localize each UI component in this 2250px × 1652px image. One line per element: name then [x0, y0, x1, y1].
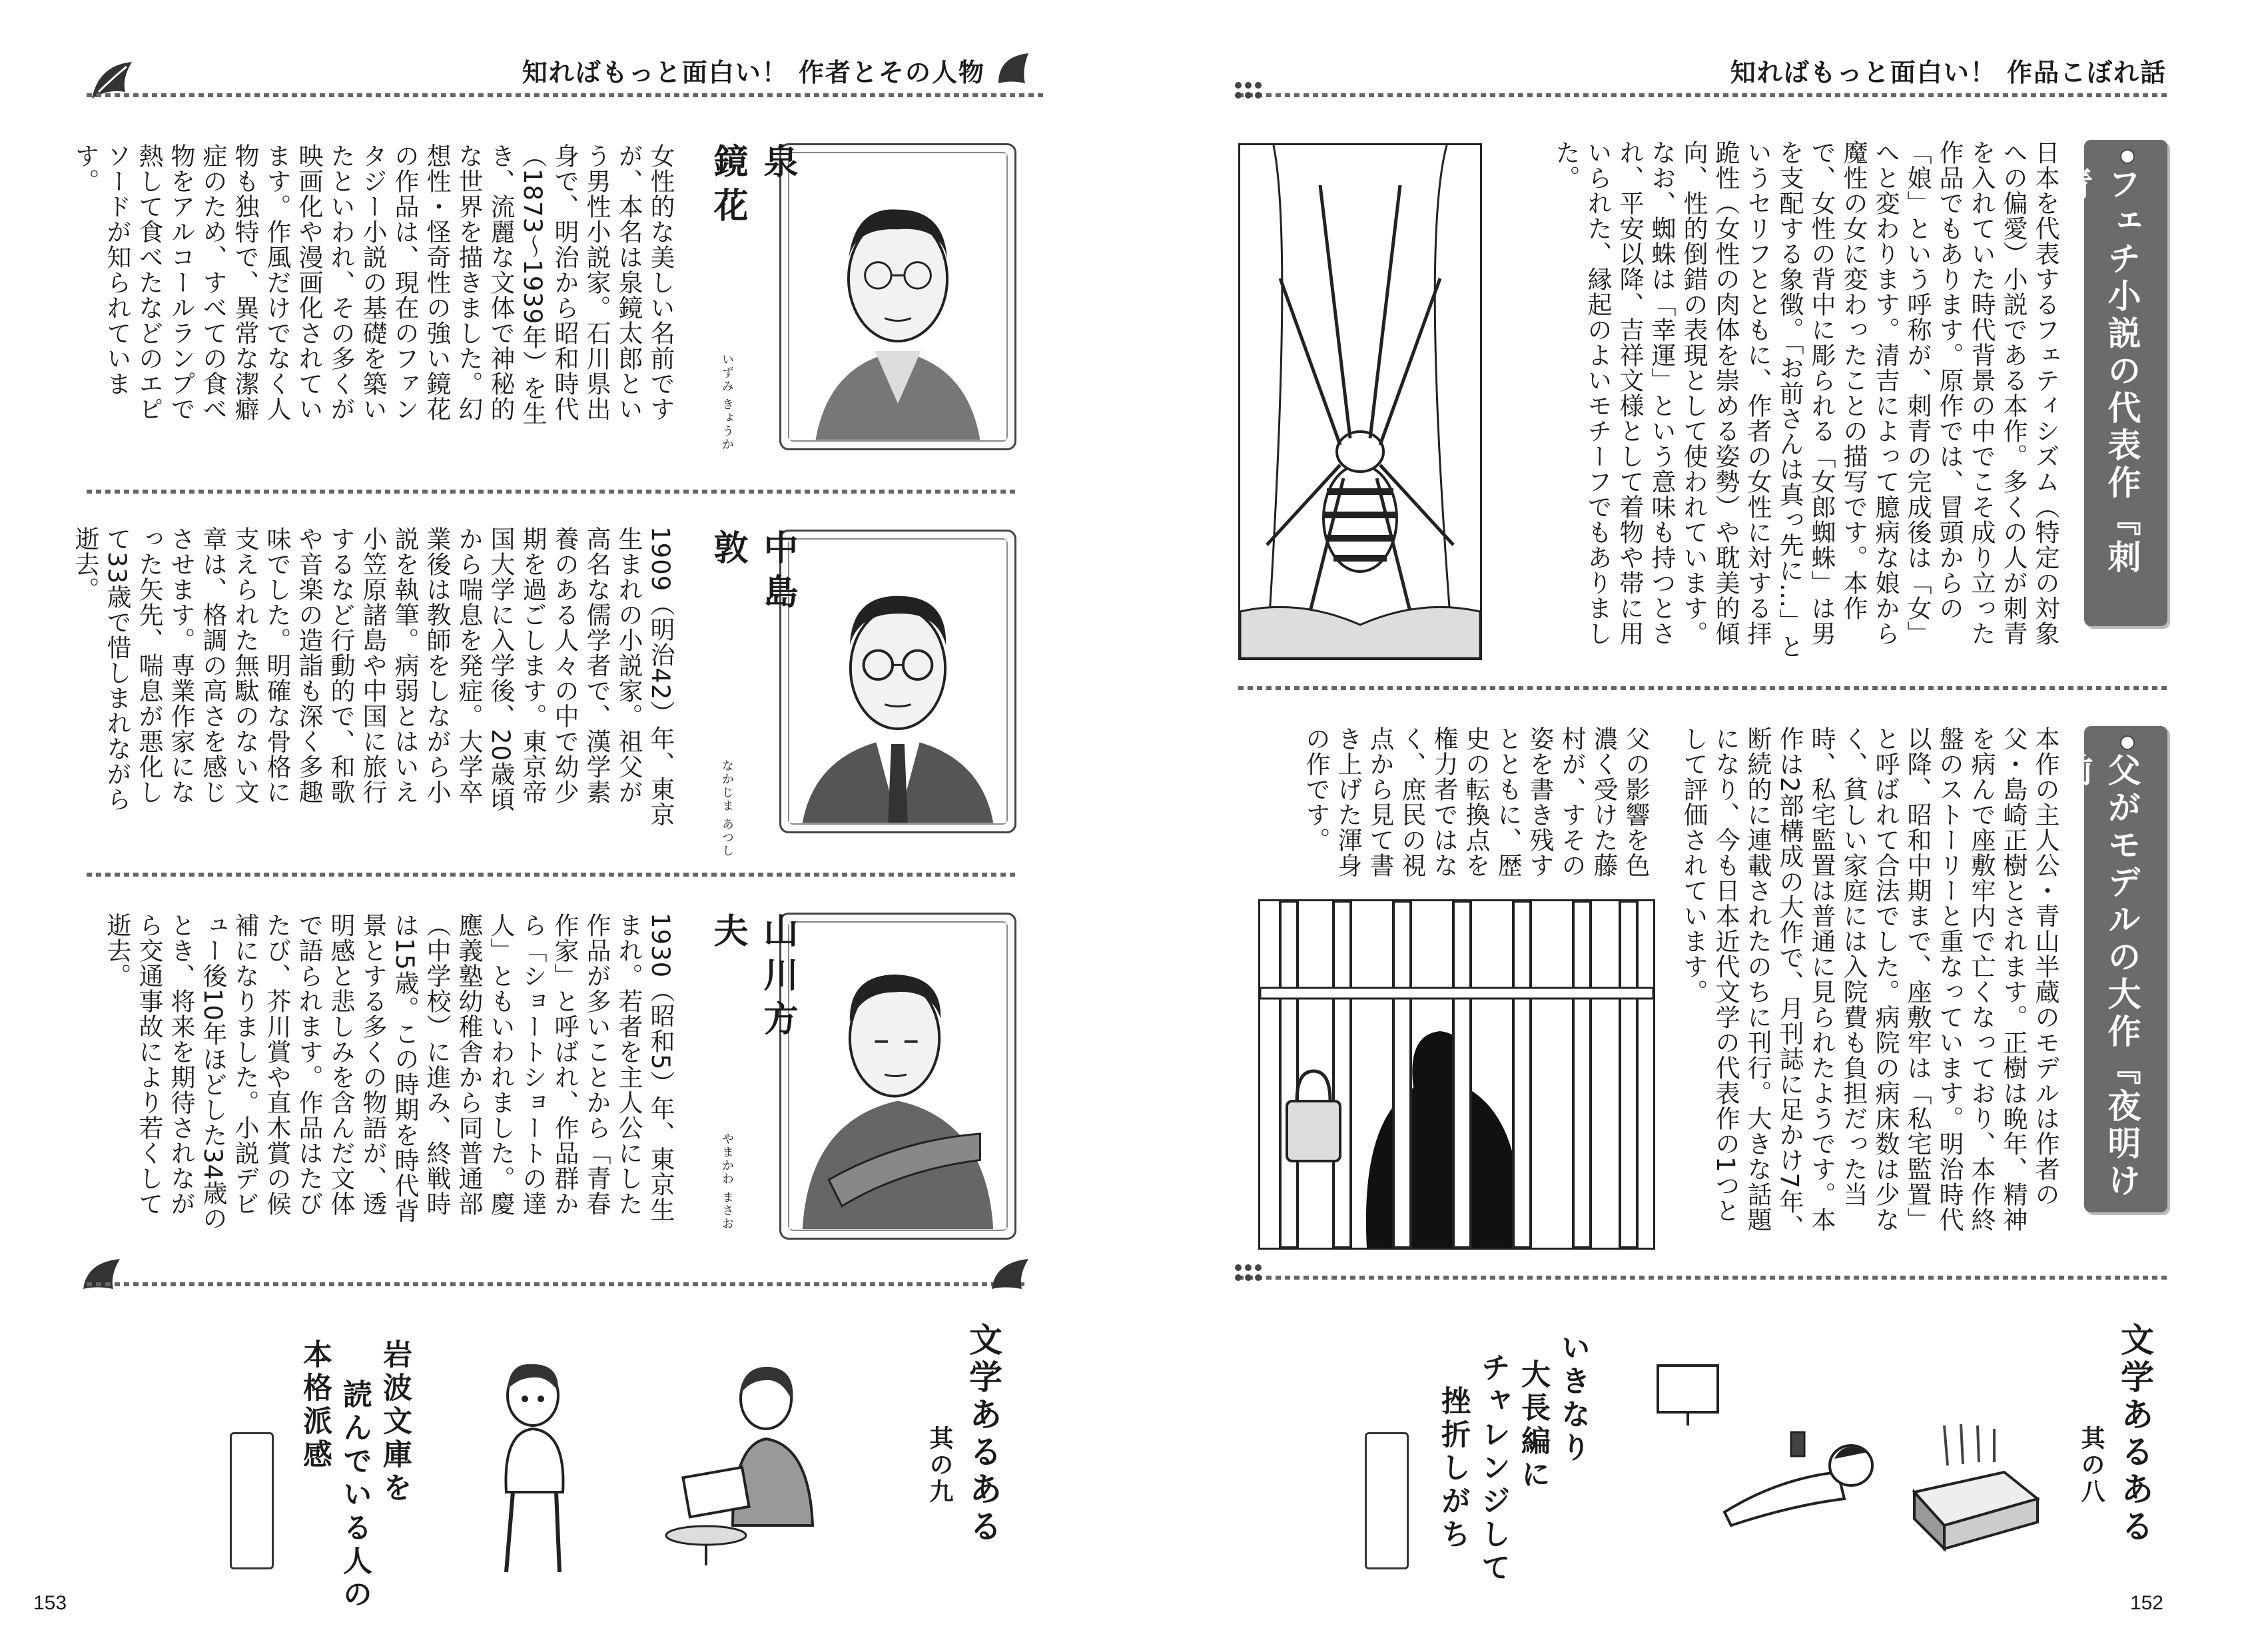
author-bio-nakajima: 1909（明治42）年、東京生まれの小説家。祖父が高名な儒学者で、漢学素養のある人々の中で幼少期を過ごします。東京帝国大学に入学後、20歳頃から喘息を発症。大学卒業後は教師をしながら小説を執筆。病弱とはいえ小笠原諸島や中国に旅行するなど行動的で、和歌や音楽の造詣も深く多趣味でした。明確な骨格に支えられた無駄のない文章は、格調の高さを感じさせます。専業作家になった矢先、喘息が悪化して33歳で惜しまれながら逝去。: [71, 526, 675, 827]
dot-ornament-icon: [1232, 79, 1265, 112]
author-kana-yamakawa: やまかわ まさお: [720, 1132, 734, 1231]
leaf-ornament-icon: [985, 1252, 1038, 1299]
page-number: 153: [33, 1592, 67, 1614]
spider-tattoo-illustration: [1238, 143, 1482, 660]
aruaru-line: いきなり: [1556, 1332, 1590, 1465]
lying-reader-illustration: [1645, 1359, 1898, 1532]
aruaru-line: 読んでいる人の: [338, 1379, 372, 1612]
book-illustration: [1904, 1419, 2044, 1552]
page-number: 152: [2129, 1592, 2163, 1614]
footer-rule: [1238, 1276, 2167, 1280]
author-name-yamakawa: 山川方夫: [707, 913, 797, 1044]
aruaru-line: 本格派感: [298, 1339, 332, 1472]
portrait-yamakawa-icon: [789, 923, 1006, 1230]
story-tab-irezumi: [2054, 140, 2167, 626]
prison-bars-icon: [1260, 901, 1653, 1248]
section-divider: [1238, 686, 2167, 690]
aruaru-line: 岩波文庫を: [378, 1339, 412, 1505]
author-name-izumi: 泉 鏡花: [707, 143, 797, 231]
page-header-title: 知ればもっと面白い！ 作者とその人物: [522, 58, 985, 87]
dot-ornament-icon: [1232, 1261, 1265, 1294]
tab-hole-icon: [2120, 735, 2135, 750]
tab-hole-icon: [2120, 149, 2135, 164]
aruaru-line: 挫折しがち: [1436, 1386, 1470, 1552]
logo-seal-icon: [230, 1432, 274, 1569]
author-kana-izumi: いずみ きょうか: [720, 353, 734, 452]
story-tab-yoakemae: [2054, 726, 2167, 1212]
author-portrait-izumi: [779, 143, 1016, 450]
footer-rule: [87, 1282, 1025, 1286]
author-bio-izumi: 女性的な美しい名前ですが、本名は泉鏡太郎という男性小説家。石川県出身で、明治から昭和時代（1873〜1939年）を生き、流麗な文体で神秘的な世界を描きました。幻想性・怪奇性の強い鏡花の作品は、現在のファンタジー小説の基礎を築いたといわれ、その多くが映画化や漫画化されています。作風だけでなく人物も独特で、異常な潔癖症のため、すべての食べ物をアルコールランプで熱して食べたなどのエピソードが知られています。: [71, 143, 675, 426]
author-name-nakajima: 中島 敦: [707, 530, 797, 618]
portrait-nakajima-icon: [789, 540, 1006, 823]
story-text-yoakemae-short: 父の影響を色濃く受けた藤村が、すその姿を書き残すとともに、歴史の転換点を権力者ではなく、庶民の視点から見て書き上げた渾身の作です。: [1302, 726, 1650, 878]
story-text-yoakemae-full: 本作の主人公・青山半蔵のモデルは作者の父・島崎正樹とされます。正樹は晩年、精神を病んで座敷牢内で亡くなっており、本作終盤のストーリーと重なっています。明治時代以降、昭和中期まで、座敷牢は「私宅監置」と呼ばれて合法でした。病院の病床数は少なく、貧しい家庭には入院費も負担だった当時、私宅監置は普通に見られたようです。本作は2部構成の大作で、月刊誌に足かけ7年、断続的に連載されたのちに刊行。大きな話題になり、今も日本近代文学の代表作の1つとして評価されています。: [1679, 726, 2060, 1240]
section-divider: [87, 873, 1018, 877]
aruaru-title: 文学あるある: [964, 1322, 1002, 1546]
author-kana-nakajima: なかじま あつし: [720, 759, 734, 858]
right-page: [1125, 0, 2250, 1652]
logo-seal-icon: [1365, 1432, 1409, 1569]
reader-woman-illustration: [666, 1359, 839, 1565]
section-divider: [87, 490, 1018, 494]
leaf-ornament-icon: [85, 52, 145, 112]
author-portrait-yamakawa: [779, 913, 1016, 1240]
author-portrait-nakajima: [779, 530, 1016, 833]
story-tab-label: 父がモデルの大作『夜明け前』: [2054, 753, 2141, 1200]
story-text-irezumi: 日本を代表するフェティシズム（特定の対象への偏愛）小説である本作。多くの人が刺青を入れていた時代背景の中でこそ成り立った作品でもあります。原作では、冒頭からの「娘」という呼称が、刺青の完成後は「女」へと変わります。清吉によって臆病な娘から魔性の女に変わったことの描写です。本作で、女性の背中に彫られる「女郎蜘蛛」は男を支配する象徴。「お前さんは真っ先に…」というセリフとともに、作者の女性に対する拝跪性（女性の肉体を崇める姿勢）や耽美的傾向、性的倒錯の表現として使われています。なお、蜘蛛は「幸運」という意味も持つとされ、平安以降、吉祥文様として着物や帯に用いられた、縁起のよいモチーフでもありました。: [1551, 140, 2060, 659]
leaf-ornament-icon: [77, 1252, 130, 1299]
surprised-man-illustration: [466, 1359, 599, 1579]
story-tab-label: フェチ小説の代表作『刺青』: [2054, 167, 2141, 577]
aruaru-line: 大長編に: [1516, 1359, 1550, 1492]
portrait-izumi-icon: [789, 153, 1006, 440]
aruaru-number: 其の八: [2077, 1426, 2105, 1505]
spider-icon: [1240, 145, 1480, 658]
prison-cell-illustration: [1258, 899, 1655, 1250]
header-rule: [87, 93, 1045, 97]
aruaru-title: 文学あるある: [2115, 1322, 2154, 1546]
header-rule: [1238, 93, 2167, 97]
author-bio-yamakawa: 1930（昭和5）年、東京生まれ。若者を主人公にした作品が多いことから「青春作家」と呼ばれ、作品群から「ショートショートの達人」ともいわれました。慶應義塾幼稚舎から同普通部（中学校）に進み、終戦時は15歳。この時期を時代背景とする多くの物語が、透明感と悲しみを含んだ文体で語られます。作品はたびたび、芥川賞や直木賞の候補になりました。小説デビュー後10年ほどした34歳のとき、将来を期待されながら交通事故により若くして逝去。: [103, 913, 675, 1232]
page-header-title: 知ればもっと面白い！ 作品こぼれ話: [1730, 58, 2167, 87]
aruaru-line: チャレンジして: [1476, 1352, 1510, 1585]
aruaru-number: 其の九: [926, 1426, 953, 1505]
leaf-ornament-icon: [992, 47, 1038, 93]
